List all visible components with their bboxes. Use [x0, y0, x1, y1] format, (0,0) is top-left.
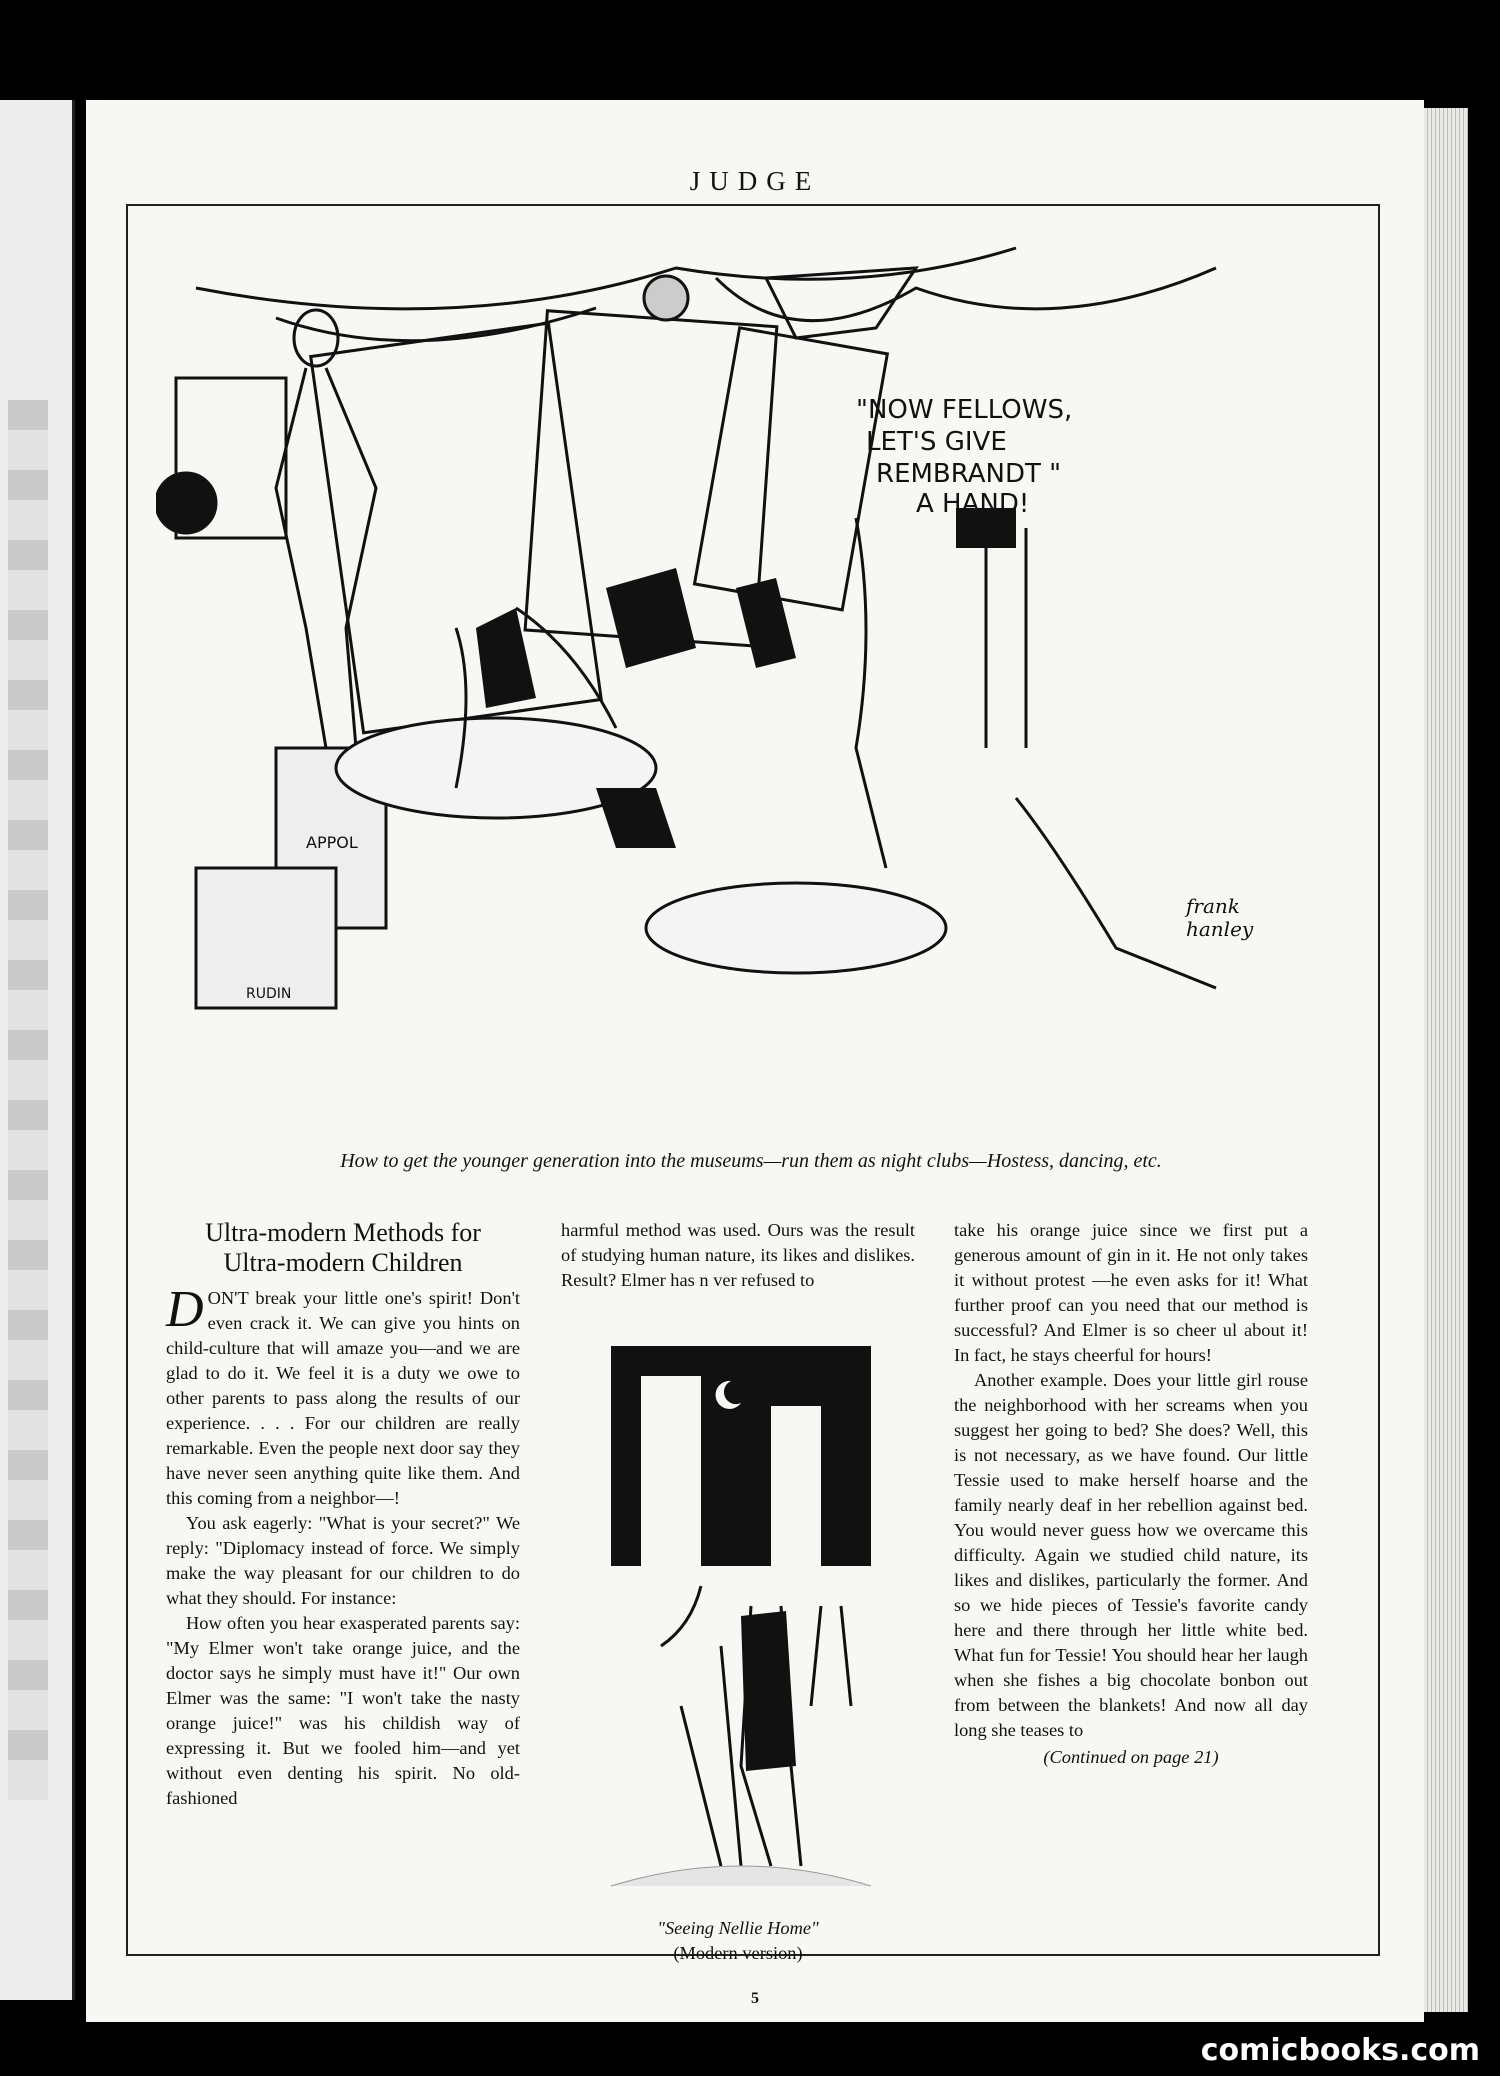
- speech-line-2: LET'S GIVE: [866, 427, 1007, 457]
- artist-signature-2: hanley: [1186, 917, 1254, 941]
- facing-page-edge: [0, 100, 75, 2000]
- article-column-3-paragraph-2: Another example. Does your little girl rouse the neighborhood with her screams when you suggest her going to bed? She does? Well, this is not necessary, as we have found. Our little Tessie used to make herself hoarse and the family nearly deaf in her rebellion against bed. You would never guess how we overcame this difficulty. Again we studied child nature, its likes and dislikes, particularly the former. And so we hide pieces of Tessie's favorite candy here and there through her little white bed. What fun for Tessie! You should hear her laugh when she fishes a big chocolate bonbon out from between the blankets! And now all day long she teases to: [954, 1370, 1308, 1740]
- illustration-title: "Seeing Nellie Home": [657, 1918, 819, 1938]
- statue-label: APPOL: [306, 833, 358, 852]
- continued-note: (Continued on page 21): [1043, 1747, 1219, 1767]
- museum-nightclub-cartoon: [156, 228, 1346, 1128]
- site-watermark: comicbooks.com: [1200, 2033, 1480, 2068]
- headline-line-1: Ultra-modern Methods for: [205, 1218, 481, 1247]
- illustration-drawing: [571, 1346, 911, 1906]
- article-column-2-text: harmful method was used. Ours was the result of studying human nature, its likes and dislikes. Result? Elmer has n ver refused to: [561, 1220, 915, 1290]
- page-number: 5: [751, 1990, 759, 2007]
- cartoon-drawing: [156, 228, 1346, 1128]
- article-paragraph-1: DON'T break your little one's spirit! Don't even crack it. We can give you hints on child-culture that will amaze you—and we are glad to do it. We feel it is a duty we owe to other parents to pass along the results of our experience. . . . For our children are really remarkable. Even the people next door say they have never seen anything quite like them. And this coming from a neighbor—!: [166, 1281, 520, 1508]
- seeing-nellie-home-illustration: [571, 1346, 911, 1906]
- article-headline: [166, 1218, 520, 1278]
- speech-line-1: "NOW FELLOWS,: [856, 395, 1073, 425]
- speech-line-3: REMBRANDT ": [876, 459, 1062, 489]
- article-paragraph-3: How often you hear exasperated parents say: "My Elmer won't take orange juice, and the doctor says he simply must have it!" Our own Elmer was the same: "I won't take the nasty orange juice!" was his childish way of expressing it. But we fooled him—and yet without even denting his spirit. No old-fashioned: [166, 1613, 520, 1808]
- illustration-caption: [561, 1916, 915, 1966]
- article-column-3-paragraph-1: take his orange juice since we first put a generous amount of gin in it. He not only takes it without protest —he even asks for it! What further proof can you need that our method is successful? And Elmer is so cheer ul about it! In fact, he stays cheerful for hours!: [954, 1220, 1308, 1365]
- article-column-2: [561, 1218, 915, 1293]
- magazine-page: [86, 100, 1424, 2022]
- artist-signature-1: frank: [1186, 894, 1240, 918]
- article-column-3: [954, 1218, 1308, 1770]
- cartoon-caption: How to get the younger generation into the museums—run them as night clubs—Hostess, dancing, etc.: [340, 1150, 1162, 1172]
- sculptor-signature: RUDIN: [246, 986, 292, 1002]
- article-column-1: [166, 1218, 520, 1811]
- page-stack-edge: [1424, 108, 1468, 2012]
- article-paragraph-2: You ask eagerly: "What is your secret?" We reply: "Diplomacy instead of force. We simply make the way pleasant for our children to do what they should. For instance:: [166, 1513, 520, 1608]
- drop-cap: D: [166, 1281, 204, 1338]
- illustration-subtitle: (Modern version): [673, 1943, 803, 1963]
- headline-line-2: Ultra-modern Children: [223, 1248, 463, 1277]
- speech-line-4: A HAND!: [916, 489, 1030, 519]
- masthead: JUDGE: [689, 166, 821, 196]
